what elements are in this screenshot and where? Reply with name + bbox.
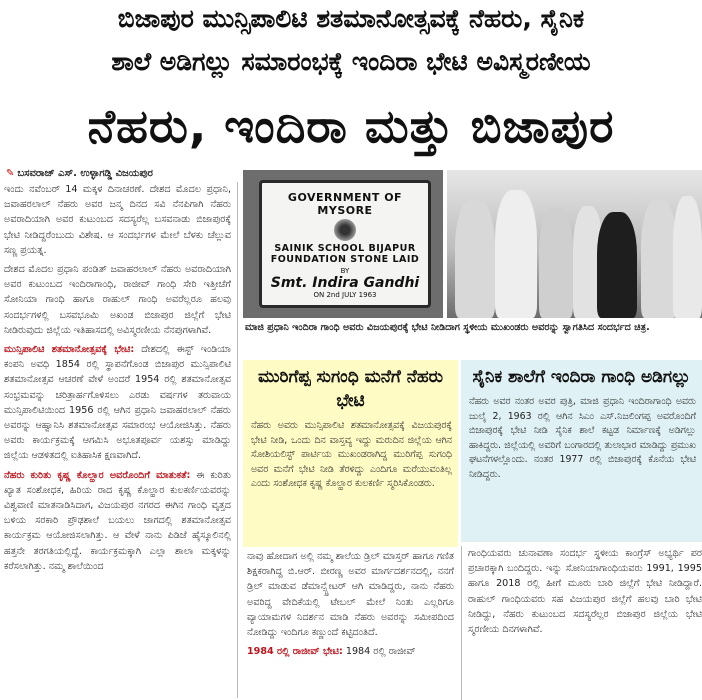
- emblem-icon: [334, 219, 356, 241]
- paragraph: ನೆಹರು ಕುರಿತು ಕೃಷ್ಣ ಕೊಲ್ಹಾರ ಅವರೊಂದಿಗೆ ಮಾತುಕತೆ: ಈ ಕುರಿತು ಖ್ಯಾತ ಸಂಶೋಧಕ, ಹಿರಿಯ ರಾದ ಕೃಷ್ಣ ಕೊಲ್ಹಾರ ಕುಲಕರ್ಣಿಯವರನ್ನು ವಿಶ್ವವಾಣಿ ಮಾತನಾಡಿಸಿದಾಗ, ವಿಜಯಪುರ ನಗರದ ಈಗಿನ ಗಾಂಧಿ ವೃತ್ತದ ಬಳಿಯ ಸರಕಾರಿ ಪ್ರೌಢಶಾಲೆ ಬಯಲು ಜಾಗದಲ್ಲಿ ಶತಮಾನೋತ್ಸವ ಕಾರ್ಯಕ್ರಮ ಆಯೋಜಿಸಲಾಗಿತ್ತು. ಆ ವೇಳೆ ನಾನು ಪಿಡಿಜೆ ಹೈಸ್ಕೂಲಿನಲ್ಲಿ ಹತ್ತನೇ ತರಗತಿಯಲ್ಲಿದ್ದೆ. ಕಾರ್ಯಕ್ರಮಕ್ಕಾಗಿ ಎಲ್ಲಾ ಶಾಲಾ ಮಕ್ಕಳನ್ನು ಕರೆಸಲಾಗಿತ್ತು. ನಮ್ಮ ಶಾಲೆಯಿಂದ: [4, 469, 231, 572]
- subheading: ಮುನ್ಸಿಪಾಲಿಟಿ ಶತಮಾನೋತ್ಸವಕ್ಕೆ ಭೇಟಿ:: [4, 344, 135, 356]
- subheading: ನೆಹರು ಕುರಿತು ಕೃಷ್ಣ ಕೊಲ್ಹಾರ ಅವರೊಂದಿಗೆ ಮಾತುಕತೆ:: [4, 469, 191, 481]
- person-figure: [455, 200, 495, 318]
- headline-line-2: ಶಾಲೆ ಅಡಿಗಲ್ಲು ಸಮಾರಂಭಕ್ಕೆ ಇಂದಿರಾ ಭೇಟಿ ಅವಿಸ್ಮರಣೀಯ: [111, 47, 591, 76]
- person-figure: [597, 212, 637, 318]
- pen-icon: ✎: [6, 168, 15, 179]
- box-body: ನೆಹರು ಅವರ ನಂತರ ಅವರ ಪುತ್ರಿ, ಮಾಜಿ ಪ್ರಧಾನಿ ಇಂದಿರಾಗಾಂಧಿ ಅವರು ಜುಲೈ 2, 1963 ರಲ್ಲಿ ಆಗಿನ ಸಿಎಂ ಎಸ್.ನಿಜಲಿಂಗಪ್ಪ ಅವರೊಂದಿಗೆ ಬಿಜಾಪುರಕ್ಕೆ ಭೇಟಿ ನೀಡಿ ಸೈನಿಕ ಶಾಲೆ ಕಟ್ಟಡ ನಿರ್ಮಾಣಕ್ಕೆ ಅಡಿಗಲ್ಲು ಹಾಕಿದ್ದರು. ಜಿಲ್ಲೆಯಲ್ಲಿ ಅವರಿಗೆ ಬಂಗಾರದಲ್ಲಿ ತುಲಾಭಾರ ಮಾಡಿದ್ದು ಪ್ರಮುಖ ಘಟನೆಗಳಲ್ಲೊಂದು. ನಂತರ 1977 ರಲ್ಲಿ ಬಿಜಾಪುರಕ್ಕೆ ಕೊನೆಯ ಭೇಟಿ ನೀಡಿದ್ದರು.: [469, 396, 696, 480]
- subheading: 1984 ರಲ್ಲಿ ರಾಜೀವ್ ಭೇಟಿ:: [247, 646, 343, 658]
- indira-gandhi-photo: [447, 170, 702, 318]
- person-figure: [495, 190, 537, 318]
- plaque-text: SAINIK SCHOOL BIJAPUR: [274, 243, 416, 254]
- plaque: [259, 180, 431, 308]
- person-figure: [539, 208, 573, 318]
- photo-caption: ಮಾಜಿ ಪ್ರಧಾನಿ ಇಂದಿರಾ ಗಾಂಧಿ ಅವರು ವಿಜಯಪುರಕ್ಕೆ ಭೇಟಿ ನೀಡಿದಾಗ ಸ್ಥಳೀಯ ಮುಖಂಡರು ಅವರನ್ನು ಸ್ವಾಗತಿಸಿದ ಸಂದರ್ಭದ ಚಿತ್ರ.: [245, 322, 650, 333]
- paragraph: ನಾವು ಹೋದಾಗ ಅಲ್ಲಿ ನಮ್ಮ ಶಾಲೆಯ ಡ್ರಿಲ್ ಮಾಸ್ತರ್ ಹಾಗೂ ಗಣಿತ ಶಿಕ್ಷಕರಾಗಿದ್ದ ಬಿ.ಆರ್. ಬೀರಣ್ಣ ಅವರ ಮಾರ್ಗದರ್ಶನದಲ್ಲಿ, ನನಗೆ ಡ್ರಿಲ್ ಮಾಡುವ ಡೆಮಾನ್ಸ್ಟ್ರೇಟರ್ ಆಗಿ ಮಾಡಿದ್ದರು, ನಾನು ನೆಹರು ಅವರಿದ್ದ ವೇದಿಕೆಯಲ್ಲಿ ಟೇಬಲ್ ಮೇಲೆ ನಿಂತು ಎಲ್ಲರಿಗೂ ವ್ಯಾಯಾಮಗಳ ನಿದರ್ಶನ ಮಾಡಿ ನೆಹರು ಅವರನ್ನು ಸಮೀಪದಿಂದ ನೋಡಿದ್ದು ಇಂದಿಗೂ ಕಣ್ಣುಂದೆ ಕಟ್ಟಿದಂತಿದೆ.: [247, 551, 454, 639]
- person-figure: [673, 196, 702, 318]
- paragraph: 1984 ರಲ್ಲಿ ರಾಜೀವ್ ಭೇಟಿ: 1984 ರಲ್ಲಿ ರಾಜೀವ್: [247, 646, 416, 658]
- foundation-stone-photo: [243, 170, 443, 318]
- plaque-text: FOUNDATION STONE LAID: [270, 254, 420, 265]
- article-column-3: [461, 546, 702, 700]
- sidebar-box-indira: [461, 360, 702, 542]
- headline-line-1: ಬಿಜಾಪುರ ಮುನ್ಸಿಪಾಲಿಟಿ ಶತಮಾನೋತ್ಸವಕ್ಕೆ ನೆಹರು, ಸೈನಿಕ: [117, 4, 585, 33]
- photo-row: [243, 170, 702, 318]
- main-headline: ನೆಹರು, ಇಂದಿರಾ ಮತ್ತು ಬಿಜಾಪುರ: [87, 99, 615, 153]
- article-column-1: [4, 182, 238, 698]
- plaque-text: Smt. Indira Gandhi: [270, 275, 420, 291]
- person-figure: [641, 200, 677, 318]
- paragraph: ಮುನ್ಸಿಪಾಲಿಟಿ ಶತಮಾನೋತ್ಸವಕ್ಕೆ ಭೇಟಿ: ದೇಶದಲ್ಲಿ ಈಸ್ಟ್ ಇಂಡಿಯಾ ಕಂಪನಿ ಅವಧಿ 1854 ರಲ್ಲಿ ಸ್ಥಾಪನೆಗೊಂಡ ಬಿಜಾಪುರ ಮುನ್ಸಿಪಾಲಿಟಿ ಶತಮಾನೋತ್ಸವ ಆಚರಣೆ ವೇಳೆ ಅಂದರೆ 1954 ರಲ್ಲಿ ಶತಮಾನೋತ್ಸವ ಸಂಭ್ರಮವನ್ನು ಚರಿತ್ರಾರ್ಹಗೊಳಿಸಲು ಎರಡು ವರ್ಷಗಳ ತರುವಾಯ ಮುನ್ಸಿಪಾಲಿಟಿಯಿಂದ 1956 ರಲ್ಲಿ ಆಗಿನ ಪ್ರಧಾನಿ ಜವಾಹರಲಾಲ್ ನೆಹರು ಅವರನ್ನು ಆಹ್ವಾನಿಸಿ ಶತಮಾನೋತ್ಸವ ಸಮಾರಂಭ ಆಯೋಜಿಸಿತ್ತು. ನೆಹರು ಅವರು ಕಾರ್ಯಕ್ರಮಕ್ಕೆ ಆಗಮಿಸಿ ಅಭೂತಪೂರ್ವ ಯಶಸ್ಸು ಮಾಡಿದ್ದು ಜಿಲ್ಲೆಯ ಆಡಳಿತದಲ್ಲಿ ಐತಿಹಾಸಿಕ ಕ್ಷಣವಾಗಿದೆ.: [4, 344, 231, 462]
- byline: [6, 168, 153, 179]
- box-body: ನೆಹರು ಅವರು ಮುನ್ಸಿಪಾಲಿಟಿ ಶತಮಾನೋತ್ಸವಕ್ಕೆ ವಿಜಯಪುರಕ್ಕೆ ಭೇಟಿ ನೀಡಿ, ಒಂದು ದಿನ ವಾಸ್ತವ್ಯ ಇದ್ದು ಮರುದಿನ ಜಿಲ್ಲೆಯ ಆಗಿನ ಸೋಶಿಯಲಿಸ್ಟ್ ಪಾರ್ಟಿಯ ಮುಖಂಡರಾಗಿದ್ದ ಮುರಿಗೆಪ್ಪ ಸುಗಂಧಿ ಅವರ ಮನೆಗೆ ಭೇಟಿ ನೀಡಿ ತೆರಳಿದ್ದು ಎಂದಿಗೂ ಮರೆಯುವಂತಿಲ್ಲ ಎಂದು ಸಂಶೋಧಕ ಕೃಷ್ಣ ಕೊಲ್ಹಾರ ಕುಲಕರ್ಣಿ ಸ್ಮರಿಸಿಕೊಂಡರು.: [251, 420, 452, 489]
- plaque-text: ON 2nd JULY 1963: [313, 291, 377, 299]
- plaque-text: GOVERNMENT OF MYSORE: [287, 191, 403, 217]
- sidebar-box-nehru: [243, 360, 458, 547]
- byline-text: ಬಸವರಾಜ್ ಎಸ್. ಉಳ್ಳಾಗಡ್ಡಿ ವಿಜಯಪುರ: [17, 168, 153, 179]
- box-title: ಮುರಿಗೆಪ್ಪ ಸುಗಂಧಿ ಮನೆಗೆ ನೆಹರು ಭೇಟಿ: [257, 367, 444, 411]
- paragraph: ದೇಶದ ಮೊದಲ ಪ್ರಧಾನಿ ಪಂಡಿತ್ ಜವಾಹರಲಾಲ್ ನೆಹರು ಅವರಾದಿಯಾಗಿ ಅವರ ಕುಟುಂಬದ ಇಂದಿರಾಗಾಂಧಿ, ರಾಜೀವ್ ಗಾಂಧಿ ಸೇರಿ ಇತ್ತೀಚೆಗೆ ಸೋನಿಯಾ ಗಾಂಧಿ ಹಾಗೂ ರಾಹುಲ್ ಗಾಂಧಿ ಅವರೆಲ್ಲರೂ ಹಲವು ಸಂದರ್ಭಗಳಲ್ಲಿ ಬಸವಭೂಮಿ ಅಖಂಡ ಬಿಜಾಪುರ ಜಿಲ್ಲೆಗೆ ಭೇಟಿ ನೀಡಿರುವುದು ಜಿಲ್ಲೆಯ ಇತಿಹಾಸದಲ್ಲಿ ಅವಿಸ್ಮರಣೀಯ ನೆನಪುಗಳಾಗಿವೆ.: [4, 264, 231, 336]
- plaque-text: BY: [340, 267, 350, 275]
- paragraph: ಗಾಂಧಿಯವರು ಚುನಾವಣಾ ಸಂದರ್ಭ ಸ್ಥಳೀಯ ಕಾಂಗ್ರೆಸ್ ಅಭ್ಯರ್ಥಿ ಪರ ಪ್ರಚಾರಕ್ಕಾಗಿ ಬಂದಿದ್ದರು. ಇನ್ನು ಸೋನಿಯಾಗಾಂಧಿಯವರು 1991, 1995 ಹಾಗೂ 2018 ರಲ್ಲಿ ಹೀಗೆ ಮೂರು ಬಾರಿ ಜಿಲ್ಲೆಗೆ ಭೇಟಿ ನೀಡಿದ್ದಾರೆ. ರಾಹುಲ್ ಗಾಂಧಿಯವರು ಸಹ ವಿಜಯಪುರ ಜಿಲ್ಲೆಗೆ ಹಲವು ಬಾರಿ ಭೇಟಿ ನೀಡಿದ್ದು, ನೆಹರು ಕುಟುಂಬದ ಸದಸ್ಯರೆಲ್ಲರ ಬಿಜಾಪುರ ಜಿಲ್ಲೆಯ ಭೇಟಿ ಸ್ಮರಣೀಯ ದಿನಗಳಾಗಿವೆ.: [468, 548, 702, 636]
- paragraph: ಇಂದು ನವೆಂಬರ್ 14 ಮಕ್ಕಳ ದಿನಾಚರಣೆ. ದೇಶದ ಮೊದಲ ಪ್ರಧಾನಿ, ಜವಾಹರಲಾಲ್ ನೆಹರು ಅವರ ಜನ್ಮ ದಿನದ ಸವಿ ನೆನಪಿಗಾಗಿ ನೆಹರು ಅವರಾದಿಯಾಗಿ ಅವರ ಕುಟುಂಬದ ಸದಸ್ಯರೆಲ್ಲ ಬಸವನಾಡು ಬಿಜಾಪುರಕ್ಕೆ ಭೇಟಿ ನೀಡಿದ್ದರೆಂಬುದು ವಿಶೇಷ. ಆ ಸಂದರ್ಭಗಳ ಮೇಲೆ ಬೆಳಕು ಚೆಲ್ಲುವ ಸಣ್ಣ ಪ್ರಯತ್ನ.: [4, 184, 231, 256]
- article-column-2: [243, 549, 458, 700]
- box-title: ಸೈನಿಕ ಶಾಲೆಗೆ ಇಂದಿರಾ ಗಾಂಧಿ ಅಡಿಗಲ್ಲು: [472, 367, 691, 387]
